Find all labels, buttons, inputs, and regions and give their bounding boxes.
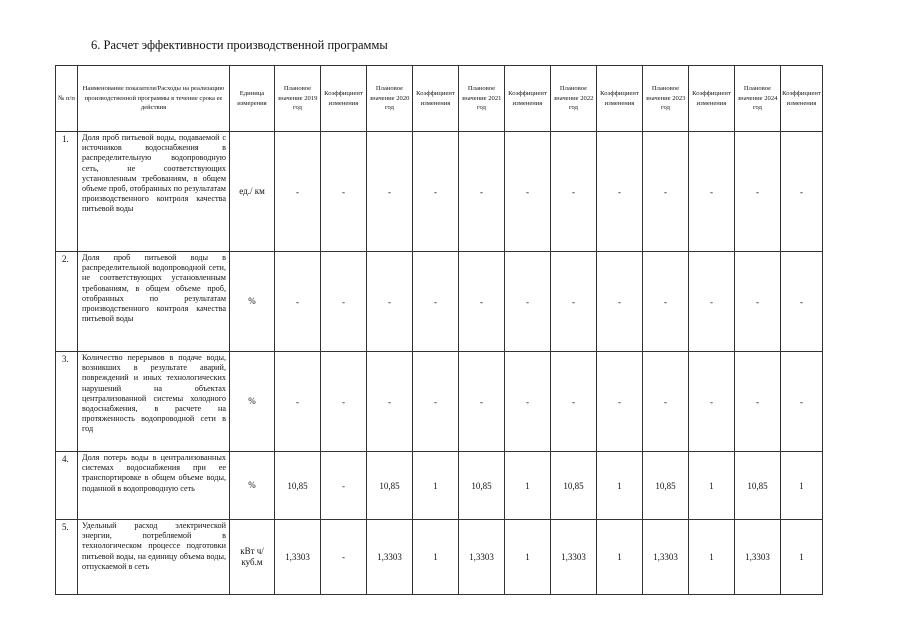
- value-cell: -: [781, 132, 823, 252]
- value-cell: 1: [413, 452, 459, 520]
- table-header-row: [56, 66, 823, 132]
- header-plan-2023: Плановое значение 2023 год: [643, 66, 689, 132]
- row-number: 1.: [56, 132, 78, 252]
- header-plan-2020: Плановое значение 2020 год: [367, 66, 413, 132]
- row-number: 4.: [56, 452, 78, 520]
- header-plan-2021: Плановое значение 2021 год: [459, 66, 505, 132]
- value-cell: -: [505, 352, 551, 452]
- value-cell: 1,3303: [551, 520, 597, 595]
- value-cell: -: [321, 132, 367, 252]
- value-cell: -: [321, 520, 367, 595]
- value-cell: 1: [505, 452, 551, 520]
- value-cell: -: [505, 252, 551, 352]
- value-cell: -: [689, 352, 735, 452]
- value-cell: -: [597, 252, 643, 352]
- unit-cell: %: [230, 352, 275, 452]
- header-plan-2019: Плановое значение 2019 год: [275, 66, 321, 132]
- unit-cell: кВт ч/куб.м: [230, 520, 275, 595]
- value-cell: -: [689, 132, 735, 252]
- value-cell: 1,3303: [735, 520, 781, 595]
- value-cell: -: [551, 132, 597, 252]
- value-cell: -: [735, 252, 781, 352]
- table-row: [56, 452, 823, 520]
- value-cell: -: [551, 252, 597, 352]
- indicator-name: Количество перерывов в подаче воды, возникших в результате аварий, повреждений и иных технологических нарушений на объектах централизованной системы холодного водоснабжения, в расчете на протяженность водопроводной сети в год: [78, 352, 230, 452]
- value-cell: -: [413, 132, 459, 252]
- value-cell: 10,85: [735, 452, 781, 520]
- value-cell: -: [643, 252, 689, 352]
- unit-cell: %: [230, 252, 275, 352]
- value-cell: -: [735, 132, 781, 252]
- value-cell: -: [781, 252, 823, 352]
- value-cell: 1: [781, 520, 823, 595]
- row-number: 3.: [56, 352, 78, 452]
- header-coef-2023: Коэффициент изменения: [689, 66, 735, 132]
- value-cell: -: [275, 132, 321, 252]
- header-coef-2024: Коэффициент изменения: [781, 66, 823, 132]
- value-cell: -: [367, 252, 413, 352]
- value-cell: -: [321, 452, 367, 520]
- value-cell: 1: [689, 452, 735, 520]
- value-cell: -: [413, 352, 459, 452]
- value-cell: -: [735, 352, 781, 452]
- header-unit: Единица измерения: [230, 66, 275, 132]
- value-cell: -: [643, 132, 689, 252]
- header-plan-2024: Плановое значение 2024 год: [735, 66, 781, 132]
- value-cell: -: [459, 352, 505, 452]
- value-cell: -: [275, 252, 321, 352]
- row-number: 5.: [56, 520, 78, 595]
- value-cell: 1,3303: [275, 520, 321, 595]
- value-cell: 1: [413, 520, 459, 595]
- value-cell: -: [689, 252, 735, 352]
- unit-cell: %: [230, 452, 275, 520]
- value-cell: 1: [597, 452, 643, 520]
- value-cell: -: [367, 132, 413, 252]
- header-coef-2020: Коэффициент изменения: [413, 66, 459, 132]
- table-row: [56, 352, 823, 452]
- value-cell: -: [597, 352, 643, 452]
- value-cell: 10,85: [551, 452, 597, 520]
- value-cell: -: [597, 132, 643, 252]
- value-cell: -: [551, 352, 597, 452]
- value-cell: 1,3303: [459, 520, 505, 595]
- value-cell: 1,3303: [643, 520, 689, 595]
- value-cell: -: [505, 132, 551, 252]
- indicator-name: Удельный расход электрической энергии, потребляемой в технологическом процессе подготовки питьевой воды, на единицу объема воды, отпускаемой в сеть: [78, 520, 230, 595]
- table-row: [56, 252, 823, 352]
- header-plan-2022: Плановое значение 2022 год: [551, 66, 597, 132]
- value-cell: -: [459, 252, 505, 352]
- value-cell: -: [275, 352, 321, 452]
- header-num: № п/п: [56, 66, 78, 132]
- value-cell: 1: [597, 520, 643, 595]
- indicator-name: Доля проб питьевой воды в распределительной водопроводной сети, не соответствующих установленным требованиям, в общем объеме проб, отобранных по результатам производственного контроля качества питьевой воды: [78, 252, 230, 352]
- value-cell: 10,85: [643, 452, 689, 520]
- indicator-name: Доля потерь воды в централизованных системах водоснабжения при ее транспортировке в общем объеме воды, поданной в водопроводную сеть: [78, 452, 230, 520]
- row-number: 2.: [56, 252, 78, 352]
- header-coef-2019: Коэффициент изменения: [321, 66, 367, 132]
- efficiency-table: [55, 65, 823, 595]
- header-coef-2021: Коэффициент изменения: [505, 66, 551, 132]
- value-cell: -: [367, 352, 413, 452]
- value-cell: 1: [781, 452, 823, 520]
- value-cell: 1,3303: [367, 520, 413, 595]
- value-cell: 10,85: [275, 452, 321, 520]
- value-cell: 10,85: [367, 452, 413, 520]
- value-cell: -: [413, 252, 459, 352]
- table-row: [56, 520, 823, 595]
- header-name: Наименование показателя/Расходы на реализацию производственной программы в течение срока ее действия: [78, 66, 230, 132]
- value-cell: 10,85: [459, 452, 505, 520]
- value-cell: -: [459, 132, 505, 252]
- section-title: 6. Расчет эффективности производственной программы: [91, 38, 388, 52]
- value-cell: 1: [505, 520, 551, 595]
- indicator-name: Доля проб питьевой воды, подаваемой с источников водоснабжения в распределительную водопроводную сеть, не соответствующих установленным требованиям, в общем объеме проб, отобранных по результатам производственного контроля качества питьевой воды: [78, 132, 230, 252]
- value-cell: -: [321, 352, 367, 452]
- header-coef-2022: Коэффициент изменения: [597, 66, 643, 132]
- value-cell: -: [643, 352, 689, 452]
- value-cell: -: [781, 352, 823, 452]
- value-cell: -: [321, 252, 367, 352]
- table-row: [56, 132, 823, 252]
- value-cell: 1: [689, 520, 735, 595]
- unit-cell: ед./ км: [230, 132, 275, 252]
